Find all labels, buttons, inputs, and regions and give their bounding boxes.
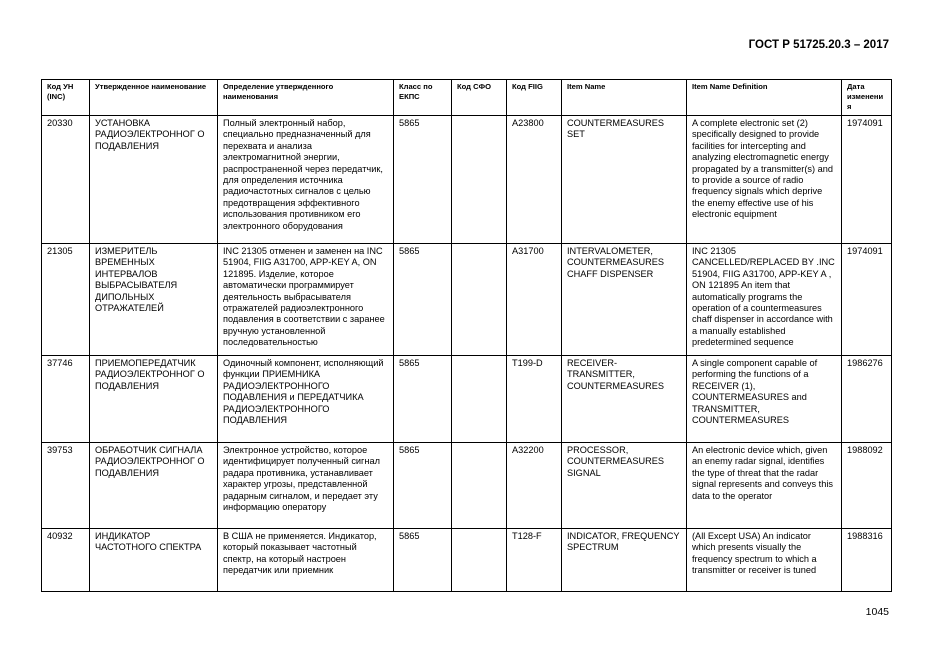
table-row [42,116,892,244]
cell-class: 5865 [394,356,452,443]
column-header-fiig: Код FIIG [507,80,562,116]
cell-item-name: COUNTERMEASURES SET [562,116,687,244]
table-row [42,529,892,592]
cell-item-name: RECEIVER-TRANSMITTER, COUNTERMEASURES [562,356,687,443]
cell-inc: 40932 [42,529,90,592]
cell-definition: Электронное устройство, которое идентифицирует полученный сигнал радара противника, устанавливает характер угрозы, представленной радарным сигналом, и передает эту информацию оператору [218,443,394,529]
column-header-sfo: Код СФО [452,80,507,116]
cell-fiig: A23800 [507,116,562,244]
cell-fiig: A32200 [507,443,562,529]
cell-sfo [452,529,507,592]
cell-fiig: T128-F [507,529,562,592]
cell-inc: 20330 [42,116,90,244]
column-header-item-definition: Item Name Definition [687,80,842,116]
cell-date: 1988316 [842,529,892,592]
table-header-row [42,80,892,116]
column-header-definition: Определение утвержденного наименования [218,80,394,116]
cell-inc: 39753 [42,443,90,529]
cell-item-definition: A single component capable of performing the functions of a RECEIVER (1), COUNTERMEASURES and TRANSMITTER, COUNTERMEASURES [687,356,842,443]
cell-sfo [452,116,507,244]
cell-approved-name: ИНДИКАТОР ЧАСТОТНОГО СПЕКТРА [90,529,218,592]
cell-date: 1986276 [842,356,892,443]
column-header-approved-name: Утвержденное наименование [90,80,218,116]
cell-item-definition: A complete electronic set (2) specifically designed to provide facilities for intercepting and analyzing electromagnetic energy propagated by a transmitter(s) and to provide a source of radio frequency signals which deprive the enemy effective use of his electronic equipment [687,116,842,244]
cell-item-definition: INC 21305 CANCELLED/REPLACED BY .INC 51904, FIIG A31700, APP-KEY A , ON 121895 An item that automatically programs the operation of a countermeasures chaff dispenser in accordance with a manually established predetermined sequence [687,244,842,356]
cell-approved-name: ИЗМЕРИТЕЛЬ ВРЕМЕННЫХ ИНТЕРВАЛОВ ВЫБРАСЫВАТЕЛЯ ДИПОЛЬНЫХ ОТРАЖАТЕЛЕЙ [90,244,218,356]
cell-definition: В США не применяется. Индикатор, который показывает частотный спектр, на который настроен передатчик или приемник [218,529,394,592]
cell-class: 5865 [394,443,452,529]
column-header-date: Дата изменения [842,80,892,116]
cell-fiig: A31700 [507,244,562,356]
cell-inc: 21305 [42,244,90,356]
cell-class: 5865 [394,529,452,592]
table-row [42,356,892,443]
cell-sfo [452,356,507,443]
cell-class: 5865 [394,244,452,356]
cell-item-definition: An electronic device which, given an enemy radar signal, identifies the type of threat that the radar signal represents and conveys this data to the operator [687,443,842,529]
page-number: 1045 [865,606,889,618]
cell-definition: Одиночный компонент, исполняющий функции ПРИЕМНИКА РАДИОЭЛЕКТРОННОГО ПОДАВЛЕНИЯ и ПЕРЕДАТЧИКА РАДИОЭЛЕКТРОННОГО ПОДАВЛЕНИЯ [218,356,394,443]
cell-date: 1988092 [842,443,892,529]
cell-sfo [452,244,507,356]
cell-class: 5865 [394,116,452,244]
cell-definition: Полный электронный набор, специально предназначенный для перехвата и анализа электромагнитной энергии, распространенной через передатчик, для определения источника радиочастотных сигналов с целью предотвращения эффективного использования противником его электронного оборудования [218,116,394,244]
table-row [42,244,892,356]
nomenclature-table [41,79,892,592]
cell-approved-name: УСТАНОВКА РАДИОЭЛЕКТРОННОГ О ПОДАВЛЕНИЯ [90,116,218,244]
cell-date: 1974091 [842,116,892,244]
document-header-title: ГОСТ Р 51725.20.3 – 2017 [748,39,889,51]
cell-date: 1974091 [842,244,892,356]
cell-item-name: INTERVALOMETER, COUNTERMEASURES CHAFF DISPENSER [562,244,687,356]
cell-item-name: PROCESSOR, COUNTERMEASURES SIGNAL [562,443,687,529]
cell-inc: 37746 [42,356,90,443]
column-header-item-name: Item Name [562,80,687,116]
cell-item-definition: (All Except USA) An indicator which presents visually the frequency spectrum to which a transmitter or receiver is tuned [687,529,842,592]
cell-definition: INC 21305 отменен и заменен на INC 51904, FIIG A31700, APP-KEY A, ON 121895. Изделие, которое автоматически программирует деятельность выбрасывателя отражателей радиоэлектронного подавления в соответствии с заранее вручную установленной последовательностью [218,244,394,356]
cell-approved-name: ОБРАБОТЧИК СИГНАЛА РАДИОЭЛЕКТРОННОГ О ПОДАВЛЕНИЯ [90,443,218,529]
cell-sfo [452,443,507,529]
table-row [42,443,892,529]
cell-item-name: INDICATOR, FREQUENCY SPECTRUM [562,529,687,592]
column-header-inc: Код УН (INC) [42,80,90,116]
cell-fiig: T199-D [507,356,562,443]
cell-approved-name: ПРИЕМОПЕРЕДАТЧИК РАДИОЭЛЕКТРОННОГ О ПОДАВЛЕНИЯ [90,356,218,443]
column-header-class: Класс по ЕКПС [394,80,452,116]
